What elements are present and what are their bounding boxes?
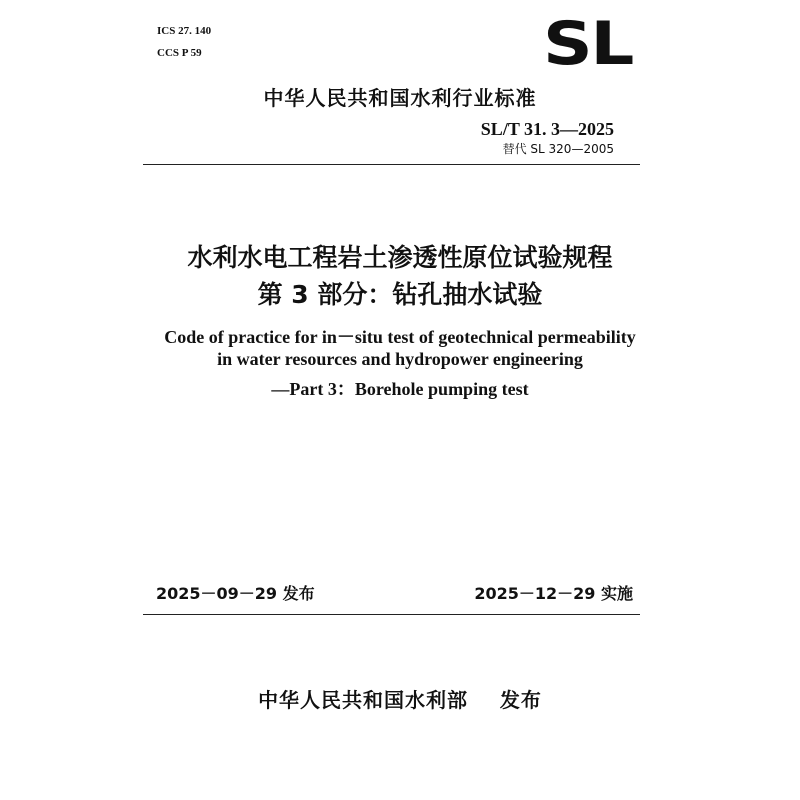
classification-codes — [157, 20, 211, 64]
top-divider — [143, 164, 640, 165]
chinese-title-line-2: 第 3 部分：钻孔抽水试验 — [257, 280, 543, 309]
english-title-line-2: in water resources and hydropower engineering — [217, 349, 583, 369]
english-title-line-1: Code of practice for in－situ test of geotechnical permeability — [164, 327, 636, 347]
ics-code: ICS 27. 140 — [157, 25, 212, 37]
issue-date: 2025－09－29 发布 — [156, 584, 315, 603]
chinese-title-line-1: 水利水电工程岩土渗透性原位试验规程 — [187, 243, 613, 272]
sl-logo: SL — [543, 9, 633, 79]
bottom-divider — [143, 614, 640, 615]
ccs-code: CCS P 59 — [157, 47, 202, 59]
replaces-standard: 替代 SL 320—2005 — [502, 142, 614, 156]
standard-number: SL/T 31. 3—2025 — [480, 119, 614, 139]
implementation-date: 2025－12－29 实施 — [474, 584, 633, 603]
publisher: 中华人民共和国水利部 发布 — [258, 688, 542, 712]
english-title-line-3: —Part 3：Borehole pumping test — [271, 379, 529, 399]
standard-organization: 中华人民共和国水利行业标准 — [263, 86, 537, 110]
